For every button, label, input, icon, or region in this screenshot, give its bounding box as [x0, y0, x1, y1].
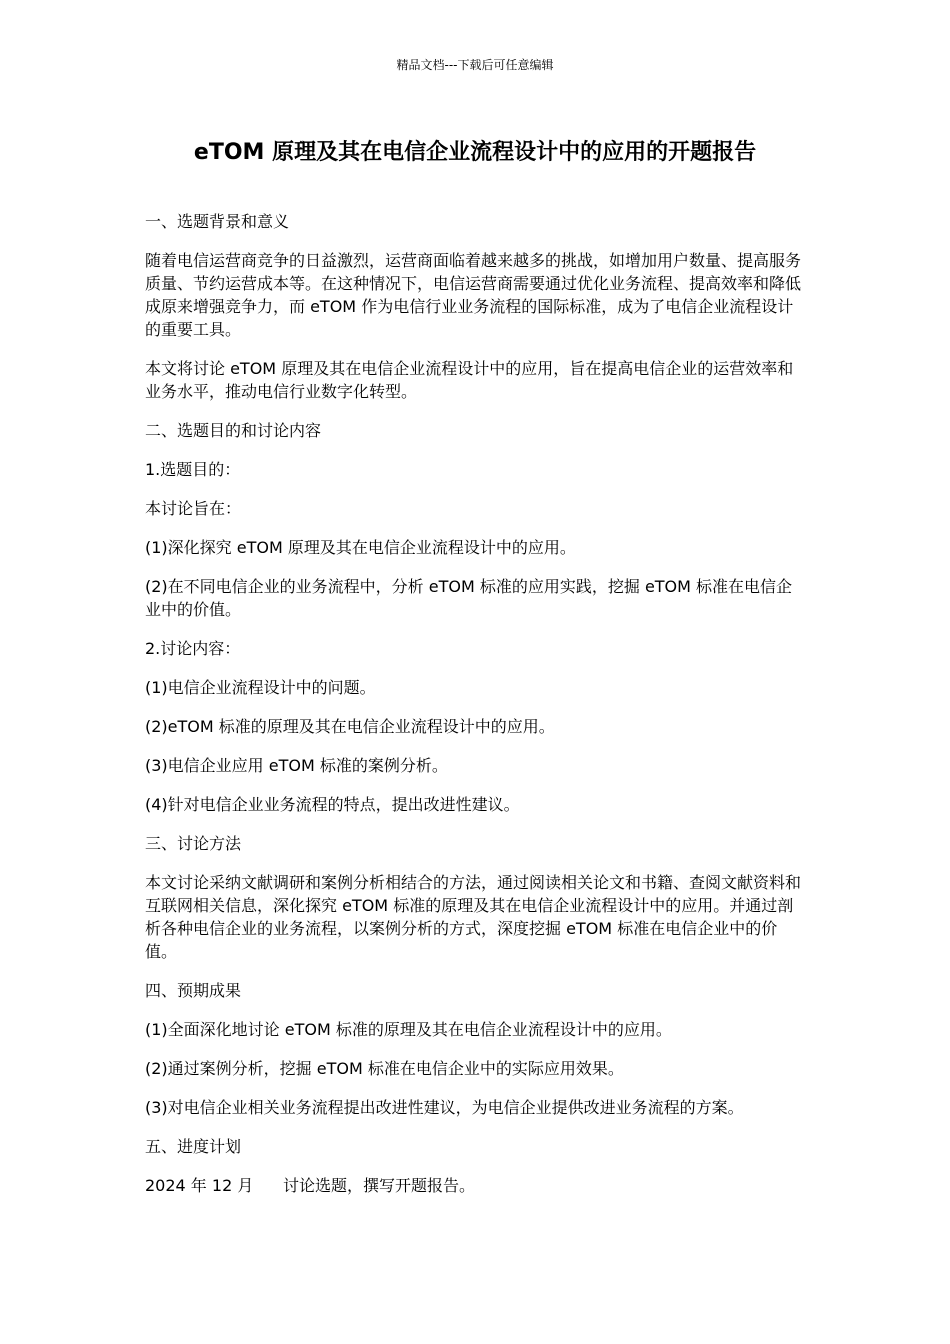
section-heading-method: 三、讨论方法: [145, 834, 242, 853]
background-paragraph-1: 随着电信运营商竞争的日益激烈，运营商面临着越来越多的挑战，如增加用户数量、提高服务质量、节约运营成本等。在这种情况下，电信运营商需要通过优化业务流程、提高效率和降低成原来增强竞争力，而 eTOM 作为电信行业业务流程的国际标准，成为了电信企业流程设计的重要工具。: [145, 251, 802, 339]
content-item: (3)电信企业应用 eTOM 标准的案例分析。: [145, 756, 448, 775]
purpose-item: (1)深化探究 eTOM 原理及其在电信企业流程设计中的应用。: [145, 538, 576, 557]
section-heading-purpose: 二、选题目的和讨论内容: [145, 421, 322, 440]
subheading-purpose: 1.选题目的：: [145, 460, 241, 479]
content-item: (4)针对电信企业业务流程的特点，提出改进性建议。: [145, 795, 520, 814]
subheading-content: 2.讨论内容：: [145, 639, 241, 658]
results-item: (2)通过案例分析，挖掘 eTOM 标准在电信企业中的实际应用效果。: [145, 1059, 624, 1078]
page-header: 精品文档---下载后可任意编辑: [396, 58, 554, 72]
results-item: (3)对电信企业相关业务流程提出改进性建议，为电信企业提供改进业务流程的方案。: [145, 1098, 744, 1117]
content-item: (2)eTOM 标准的原理及其在电信企业流程设计中的应用。: [145, 717, 555, 736]
section-heading-background: 一、选题背景和意义: [145, 212, 290, 231]
schedule-task: 讨论选题，撰写开题报告。: [283, 1176, 476, 1195]
document-title: eTOM 原理及其在电信企业流程设计中的应用的开题报告: [193, 140, 757, 165]
section-heading-schedule: 五、进度计划: [145, 1137, 242, 1156]
section-heading-results: 四、预期成果: [145, 981, 242, 1000]
method-paragraph: 本文讨论采纳文献调研和案例分析相结合的方法，通过阅读相关论文和书籍、查阅文献资料和互联网相关信息，深化探究 eTOM 标准的原理及其在电信企业流程设计中的应用。并通过剖析各种电信企业的业务流程，以案例分析的方式，深度挖掘 eTOM 标准在电信企业中的价值。: [145, 873, 802, 961]
schedule-row: [145, 1174, 805, 1197]
content-item: (1)电信企业流程设计中的问题。: [145, 678, 376, 697]
purpose-intro: 本讨论旨在：: [145, 499, 242, 518]
purpose-item: (2)在不同电信企业的业务流程中，分析 eTOM 标准的应用实践，挖掘 eTOM 标准在电信企业中的价值。: [145, 577, 793, 619]
document-body: [145, 210, 805, 1213]
schedule-date: 2024 年 12 月: [145, 1176, 254, 1195]
background-paragraph-2: 本文将讨论 eTOM 原理及其在电信企业流程设计中的应用，旨在提高电信企业的运营效率和业务水平，推动电信行业数字化转型。: [145, 359, 794, 401]
results-item: (1)全面深化地讨论 eTOM 标准的原理及其在电信企业流程设计中的应用。: [145, 1020, 672, 1039]
